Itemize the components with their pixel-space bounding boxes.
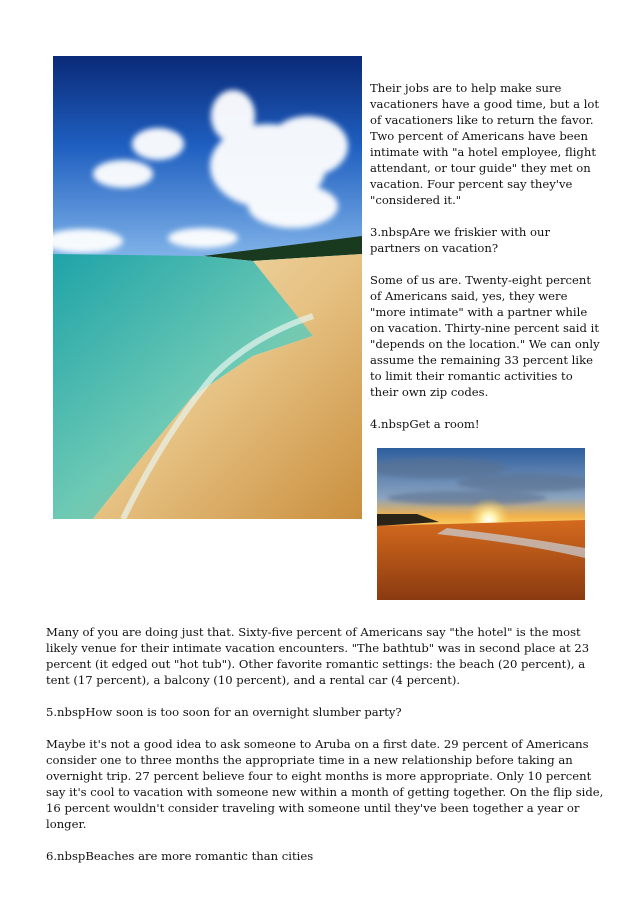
beach-photo xyxy=(53,56,362,519)
main-text xyxy=(46,624,606,864)
sunset-photo xyxy=(377,448,585,600)
paragraph-hotel-staff: Their jobs are to help make sure vacationers have a good time, but a lot of vacationers like to return the favor. Two percent of Americans have been intimate with "a hotel employee, flight attendant, or tour guide" they met on vacation. Four percent say they've "considered it." xyxy=(370,81,600,207)
paragraph-aruba: Maybe it's not a good idea to ask someone to Aruba on a first date. 29 percent of Americans consider one to three months the appropriate time in a new relationship before taking an overnight trip. 27 percent believe four to eight months is more appropriate. Only 10 percent say it's cool to vacation with someone new within a month of getting together. On the flip side, 16 percent wouldn't consider traveling with someone until they've been together a year or longer. xyxy=(46,737,604,831)
paragraph-hotel-venue: Many of you are doing just that. Sixty-five percent of Americans say "the hotel" is the most likely venue for their intimate vacation encounters. "The bathtub" was in second place at 23 percent (it edged out "hot tub"). Other favorite romantic settings: the beach (20 percent), a tent (17 percent), a balcony (10 percent), and a rental car (4 percent). xyxy=(46,625,590,687)
heading-get-a-room: 4.nbspGet a room! xyxy=(370,417,480,431)
right-column-text xyxy=(370,80,602,432)
heading-how-soon: 5.nbspHow soon is too soon for an overnight slumber party? xyxy=(46,705,402,719)
heading-friskier: 3.nbspAre we friskier with our partners on vacation? xyxy=(370,225,550,255)
heading-beaches-vs-cities: 6.nbspBeaches are more romantic than cities xyxy=(46,849,314,863)
paragraph-more-intimate: Some of us are. Twenty-eight percent of Americans said, yes, they were "more intimate" with a partner while on vacation. Thirty-nine percent said it "depends on the location." We can only assume the remaining 33 percent like to limit their romantic activities to their own zip codes. xyxy=(370,273,600,399)
